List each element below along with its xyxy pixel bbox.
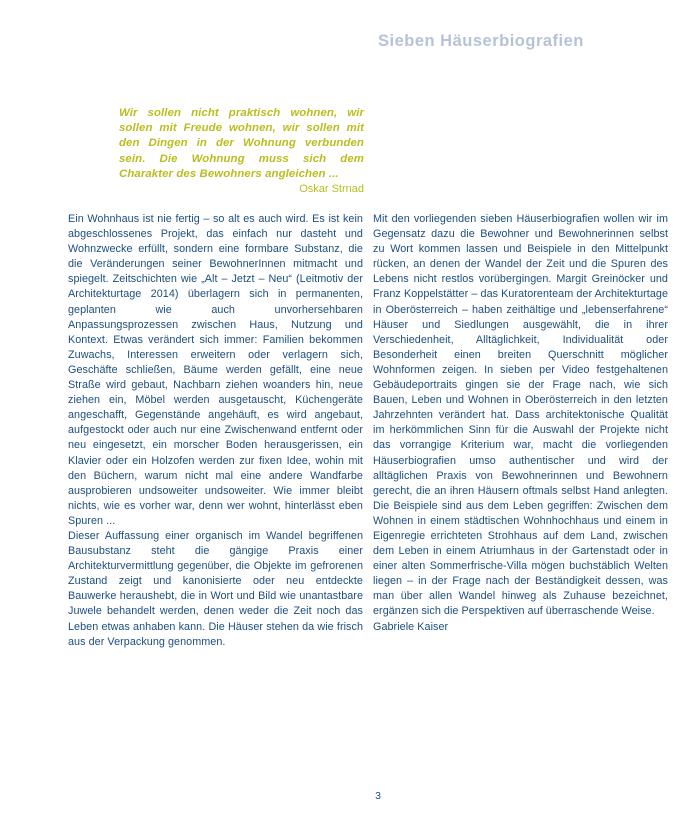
quote-text: Wir sollen nicht praktisch wohnen, wir sollen mit Freude wohnen, wir sollen mit den Dingen in der Wohnung verbunden sein. Die Wohnung muss sich dem Charakter des Bewohners angleichen ... [119, 107, 364, 180]
quote-block [119, 106, 364, 197]
body-columns [68, 212, 668, 650]
page-title: Sieben Häuserbiografien [378, 32, 584, 50]
left-column [68, 212, 363, 650]
right-column-paragraph: Mit den vorliegenden sieben Häuserbiografien wollen wir im Gegensatz dazu die Bewohner und Bewohnerinnen selbst zu Wort kommen lassen und Beispiele in den Mittelpunkt rücken, an denen der Wandel der Zeit und die Spuren des Lebens nicht restlos vorübergingen. Margit Greinöcker und Franz Koppelstätter – das Kuratorenteam der Architekturtage in Oberösterreich – haben zeithältige und „lebenserfahrene“ Häuser und Siedlungen ausgewählt, die in ihrer Verschiedenheit, Alltäglichkeit, Individualität oder Besonderheit einen breiten Querschnitt möglicher Wohnformen zeigen. In sieben per Video festgehaltenen Gebäudeportraits gingen sie der Frage nach, wie sich Bauen, Leben und Wohnen in Oberösterreich in den letzten Jahrzehnten verändert hat. Dass architektonische Qualität im herkömmlichen Sinn für die Auswahl der Projekte nicht das vorrangige Kriterium war, macht die vorliegenden Häuserbiografien umso authentischer und wird der alltäglichen Praxis von Bewohnerinnen und Bewohnern gerecht, die an ihren Häusern oftmals selbst Hand anlegten. Die Beispiele sind aus dem Leben gegriffen: Zwischen dem Wohnen in einem städtischen Wohnhochhaus und einem in Eigenregie errichteten Strohhaus auf dem Land, zwischen dem Leben in einem Atriumhaus in der Gartenstadt oder in einer alten Sommerfrische-Villa mögen buchstäblich Welten liegen – in der Frage nach der Beständigkeit dessen, was man über allen Wandel hinweg als Zuhause bezeichnet, ergänzen sich die Perspektiven auf überraschende Weise. [373, 213, 668, 618]
left-column-paragraph-2: Dieser Auffassung einer organisch im Wandel begriffenen Bausubstanz steht die gängige Praxis einer Architekturvermittlung gegenüber, die Objekte im gefrorenen Zustand zeigt und kanonisierte oder neu entdeckte Bauwerke heraushebt, die in Wort und Bild wie unantastbare Juwele behandelt werden, denen weder die Zeit noch das Leben etwas anhaben kann. Die Häuser stehen da wie frisch aus der Verpackung genommen. [68, 529, 363, 648]
author-name: Gabriele Kaiser [373, 620, 449, 633]
page-number: 3 [375, 790, 381, 802]
left-column-paragraph-1: Ein Wohnhaus ist nie fertig – so alt es auch wird. Es ist kein abgeschlossenes Projekt, das einfach nur dasteht und Wohnzwecke erfüllt, sondern eine formbare Substanz, die die Veränderungen seiner BewohnerInnen mitmacht und spiegelt. Zeitschichten wie „Alt – Jetzt – Neu“ (Leitmotiv der Architekturtage 2014) überlagern sich in permanenten, geplanten wie auch unvorhersehbaren Anpassungsprozessen zwischen Haus, Nutzung und Kontext. Etwas verändert sich immer: Familien bekommen Zuwachs, Interessen erweitern oder verlagern sich, Geschäfte schließen, Bäume werden gefällt, eine neue Straße wird gebaut, Nachbarn ziehen woanders hin, neue ziehen ein, Möbel werden ausgetauscht, Küchengeräte angeschafft, Gegenstände angehäuft, es wird angebaut, aufgestockt oder auch nur eine Zwischenwand entfernt oder neu eingesetzt, ein morscher Boden herausgerissen, ein Klavier oder ein Holzofen werden zur fixen Idee, wohin mit den Büchern, warum nicht mal eine andere Wandfarbe ausprobieren undsoweiter undsoweiter. Wie immer bleibt nichts, wie es vorher war, denn wer wohnt, hinterlässt eben Spuren ... [68, 213, 363, 527]
quote-attribution: Oskar Strnad [299, 183, 364, 196]
right-column [373, 212, 668, 650]
